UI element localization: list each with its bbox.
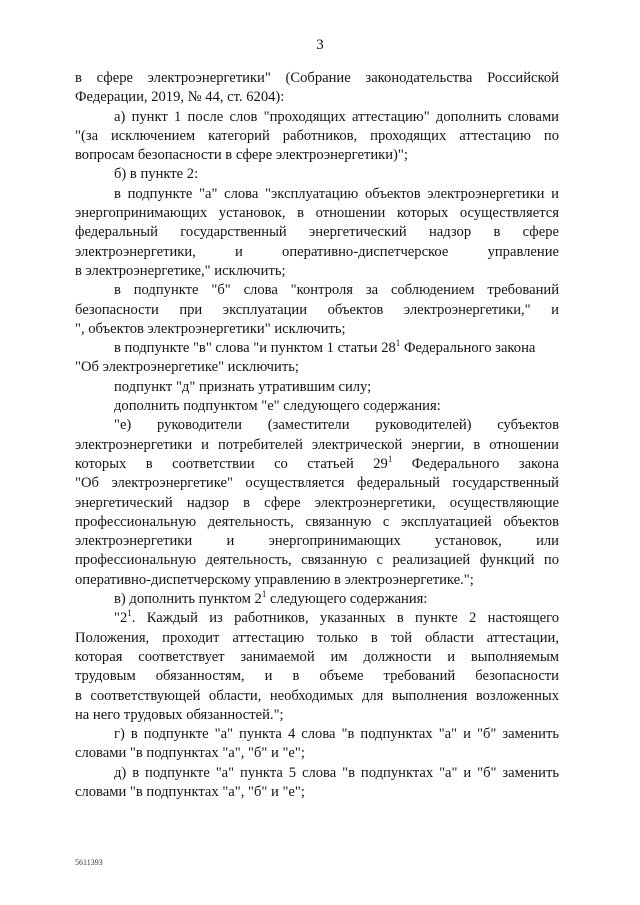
text-line: на него трудовых обязанностей."; bbox=[75, 706, 284, 723]
text-line: д) в подпункте "а" пункта 5 слова "в подпунктах "а" и "б" заменить bbox=[114, 764, 559, 781]
text-line: в соответствующей области, необходимых для выполнения возложенных bbox=[75, 687, 559, 704]
superscript: 1 bbox=[387, 454, 393, 464]
text-line: б) в пункте 2: bbox=[114, 166, 199, 183]
text-line: г) в подпункте "а" пункта 4 слова "в подпунктах "а" и "б" заменить bbox=[114, 726, 559, 743]
text-line: в электроэнергетике," исключить; bbox=[75, 262, 286, 279]
text-line: ", объектов электроэнергетики" исключить; bbox=[75, 320, 346, 337]
text-line: словами "в подпунктах "а", "б" и "е"; bbox=[75, 745, 305, 762]
superscript: 1 bbox=[127, 609, 132, 619]
text-line: а) пункт 1 после слов "проходящих аттестацию" дополнить словами bbox=[114, 108, 559, 125]
text-line: трудовым обязанностям, и в объеме требований безопасности bbox=[75, 668, 559, 685]
text-line: словами "в подпунктах "а", "б" и "е"; bbox=[75, 783, 305, 800]
text-line: электроэнергетики, и оперативно-диспетчерское управление bbox=[75, 243, 559, 260]
text-line: в подпункте "в" слова "и пунктом 1 статьи $28^1$ Федерального закона bbox=[114, 339, 536, 357]
text-line: "$2^1$. Каждый из работников, указанных в пункте 2 настоящего bbox=[114, 609, 559, 627]
text-line: "Об электроэнергетике" исключить; bbox=[75, 359, 299, 376]
text-line: безопасности при эксплуатации объектов электроэнергетики," и bbox=[75, 301, 559, 318]
document-code: 5611393 bbox=[75, 858, 103, 867]
text-line: которая соответствует занимаемой им должности и выполняемым bbox=[75, 648, 559, 665]
text-line: Федерации, 2019, № 44, ст. 6204): bbox=[75, 89, 285, 106]
text-line: электроэнергетики и потребителей электрической энергии, в отношении bbox=[75, 436, 559, 453]
text-line: которых в соответствии со статьей $29^1$ Федерального закона bbox=[75, 454, 559, 472]
text-line: энергетический надзор в сфере электроэнергетики, осуществляющие bbox=[75, 494, 559, 511]
text-line: "е) руководители (заместители руководителей) субъектов bbox=[114, 417, 559, 434]
text-line: подпункт "д" признать утратившим силу; bbox=[114, 378, 372, 395]
text-line: оперативно-диспетчерскому управлению в электроэнергетике."; bbox=[75, 571, 474, 588]
text-line: "Об электроэнергетике" осуществляется федеральный государственный bbox=[75, 475, 559, 492]
page-number: 3 bbox=[316, 37, 324, 53]
text-line: "(за исключением категорий работников, проходящих аттестацию по bbox=[75, 127, 559, 144]
superscript: 1 bbox=[395, 339, 401, 349]
text-line: профессиональную деятельность, связанную с эксплуатацией объектов bbox=[75, 513, 559, 530]
document-body bbox=[75, 69, 559, 802]
text-line: дополнить подпунктом "е" следующего содержания: bbox=[114, 398, 441, 415]
text-line: в подпункте "б" слова "контроля за соблюдением требований bbox=[114, 282, 559, 299]
text-line: федеральный государственный энергетический надзор в сфере bbox=[75, 224, 559, 241]
text-line: в сфере электроэнергетики" (Собрание законодательства Российской bbox=[75, 70, 559, 86]
text-line: электроэнергетики и энергопринимающих установок, или bbox=[75, 533, 559, 550]
text-line: профессиональную деятельность, связанную с реализацией функций по bbox=[75, 552, 559, 569]
text-line: в подпункте "а" слова "эксплуатацию объектов электроэнергетики и bbox=[114, 185, 559, 202]
text-line: Положения, проходит аттестацию только в той области аттестации, bbox=[75, 629, 559, 646]
text-line: энергопринимающих установок, в отношении которых осуществляется bbox=[75, 205, 559, 222]
superscript: 1 bbox=[261, 590, 267, 600]
text-line: в) дополнить пунктом $2^1$ следующего содержания: bbox=[114, 590, 428, 608]
text-line: вопросам безопасности в сфере электроэнергетики)"; bbox=[75, 147, 408, 164]
